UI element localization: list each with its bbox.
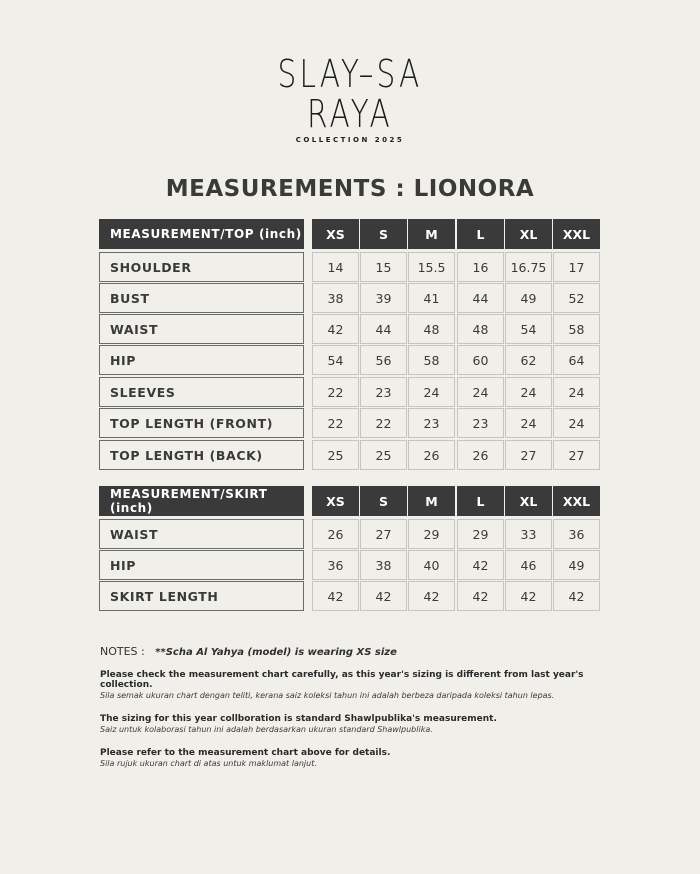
table-row xyxy=(99,283,603,313)
size-header: S xyxy=(360,486,407,516)
size-header: XS xyxy=(312,219,359,249)
value-cell: 22 xyxy=(360,408,407,438)
row-label: SHOULDER xyxy=(99,252,304,282)
brand-line-1: SLAY–SA xyxy=(277,52,423,96)
value-cell: 22 xyxy=(312,377,359,407)
value-cell: 33 xyxy=(505,519,552,549)
value-cell: 49 xyxy=(553,550,600,580)
value-cell: 40 xyxy=(408,550,455,580)
note-english: Please refer to the measurement chart above for details. xyxy=(100,748,391,758)
value-cell: 26 xyxy=(408,440,455,470)
note-malay: Saiz untuk kolaborasi tahun ini adalah berdasarkan ukuran standard Shawlpublika. xyxy=(100,725,433,734)
value-cell: 39 xyxy=(360,283,407,313)
size-header: XXL xyxy=(553,486,600,516)
value-cell: 41 xyxy=(408,283,455,313)
table-row xyxy=(99,519,603,549)
row-label: HIP xyxy=(99,550,304,580)
value-cell: 24 xyxy=(553,377,600,407)
note-item xyxy=(100,714,620,734)
value-cell: 27 xyxy=(360,519,407,549)
note-english: Please check the measurement chart carefully, as this year's sizing is different from last year's collection. xyxy=(100,670,584,690)
row-label: SLEEVES xyxy=(99,377,304,407)
value-cell: 29 xyxy=(408,519,455,549)
size-header: XS xyxy=(312,486,359,516)
row-label: WAIST xyxy=(99,314,304,344)
value-cell: 36 xyxy=(312,550,359,580)
value-cell: 24 xyxy=(408,377,455,407)
row-label: TOP LENGTH (BACK) xyxy=(99,440,304,470)
table-row xyxy=(99,314,603,344)
value-cell: 54 xyxy=(505,314,552,344)
value-cell: 48 xyxy=(457,314,504,344)
brand-line-2: RAYA xyxy=(307,92,393,136)
table-header-row xyxy=(99,219,603,249)
value-cell: 46 xyxy=(505,550,552,580)
size-header: XL xyxy=(505,486,552,516)
table-row xyxy=(99,440,603,470)
value-cell: 26 xyxy=(457,440,504,470)
value-cell: 42 xyxy=(312,581,359,611)
value-cell: 23 xyxy=(408,408,455,438)
row-label: SKIRT LENGTH xyxy=(99,581,304,611)
page-title: MEASUREMENTS : LIONORA xyxy=(165,176,535,202)
notes-label: NOTES : xyxy=(100,645,145,658)
value-cell: 17 xyxy=(553,252,600,282)
value-cell: 44 xyxy=(457,283,504,313)
note-item xyxy=(100,670,620,700)
table-row xyxy=(99,408,603,438)
table-header-label: MEASUREMENT/SKIRT (inch) xyxy=(99,486,304,516)
value-cell: 22 xyxy=(312,408,359,438)
value-cell: 48 xyxy=(408,314,455,344)
model-note: **Scha Al Yahya (model) is wearing XS size xyxy=(155,647,397,658)
value-cell: 38 xyxy=(312,283,359,313)
value-cell: 60 xyxy=(457,345,504,375)
value-cell: 54 xyxy=(312,345,359,375)
value-cell: 23 xyxy=(360,377,407,407)
table-header-row xyxy=(99,486,603,516)
value-cell: 25 xyxy=(312,440,359,470)
value-cell: 14 xyxy=(312,252,359,282)
value-cell: 29 xyxy=(457,519,504,549)
row-label: TOP LENGTH (FRONT) xyxy=(99,408,304,438)
notes-section xyxy=(100,645,620,768)
value-cell: 24 xyxy=(553,408,600,438)
value-cell: 44 xyxy=(360,314,407,344)
value-cell: 16.75 xyxy=(505,252,552,282)
value-cell: 42 xyxy=(505,581,552,611)
value-cell: 42 xyxy=(553,581,600,611)
row-label: HIP xyxy=(99,345,304,375)
value-cell: 52 xyxy=(553,283,600,313)
value-cell: 16 xyxy=(457,252,504,282)
value-cell: 38 xyxy=(360,550,407,580)
size-header: XXL xyxy=(553,219,600,249)
size-header: M xyxy=(408,219,455,249)
table-row xyxy=(99,550,603,580)
value-cell: 25 xyxy=(360,440,407,470)
row-label: WAIST xyxy=(99,519,304,549)
table-row xyxy=(99,377,603,407)
notes-header xyxy=(100,645,620,658)
note-malay: Sila semak ukuran chart dengan teliti, kerana saiz koleksi tahun ini adalah berbeza daripada koleksi tahun lepas. xyxy=(100,691,555,700)
value-cell: 42 xyxy=(312,314,359,344)
note-item xyxy=(100,748,620,768)
size-header: S xyxy=(360,219,407,249)
value-cell: 36 xyxy=(553,519,600,549)
value-cell: 23 xyxy=(457,408,504,438)
table-header-label: MEASUREMENT/TOP (inch) xyxy=(99,219,304,249)
value-cell: 26 xyxy=(312,519,359,549)
value-cell: 64 xyxy=(553,345,600,375)
value-cell: 42 xyxy=(360,581,407,611)
size-header: XL xyxy=(505,219,552,249)
size-header: M xyxy=(408,486,455,516)
brand-logo xyxy=(0,54,700,144)
row-label: BUST xyxy=(99,283,304,313)
value-cell: 24 xyxy=(505,377,552,407)
value-cell: 27 xyxy=(553,440,600,470)
value-cell: 24 xyxy=(457,377,504,407)
value-cell: 56 xyxy=(360,345,407,375)
value-cell: 24 xyxy=(505,408,552,438)
table-row xyxy=(99,345,603,375)
note-english: The sizing for this year collboration is standard Shawlpublika's measurement. xyxy=(100,714,497,724)
brand-line-3: COLLECTION 2025 xyxy=(295,136,405,144)
value-cell: 42 xyxy=(457,550,504,580)
value-cell: 58 xyxy=(408,345,455,375)
value-cell: 42 xyxy=(457,581,504,611)
table-row xyxy=(99,252,603,282)
value-cell: 49 xyxy=(505,283,552,313)
note-malay: Sila rujuk ukuran chart di atas untuk maklumat lanjut. xyxy=(100,759,317,768)
value-cell: 58 xyxy=(553,314,600,344)
table-row xyxy=(99,581,603,611)
value-cell: 27 xyxy=(505,440,552,470)
value-cell: 62 xyxy=(505,345,552,375)
size-header: L xyxy=(457,486,504,516)
value-cell: 15 xyxy=(360,252,407,282)
size-header: L xyxy=(457,219,504,249)
value-cell: 15.5 xyxy=(408,252,455,282)
value-cell: 42 xyxy=(408,581,455,611)
